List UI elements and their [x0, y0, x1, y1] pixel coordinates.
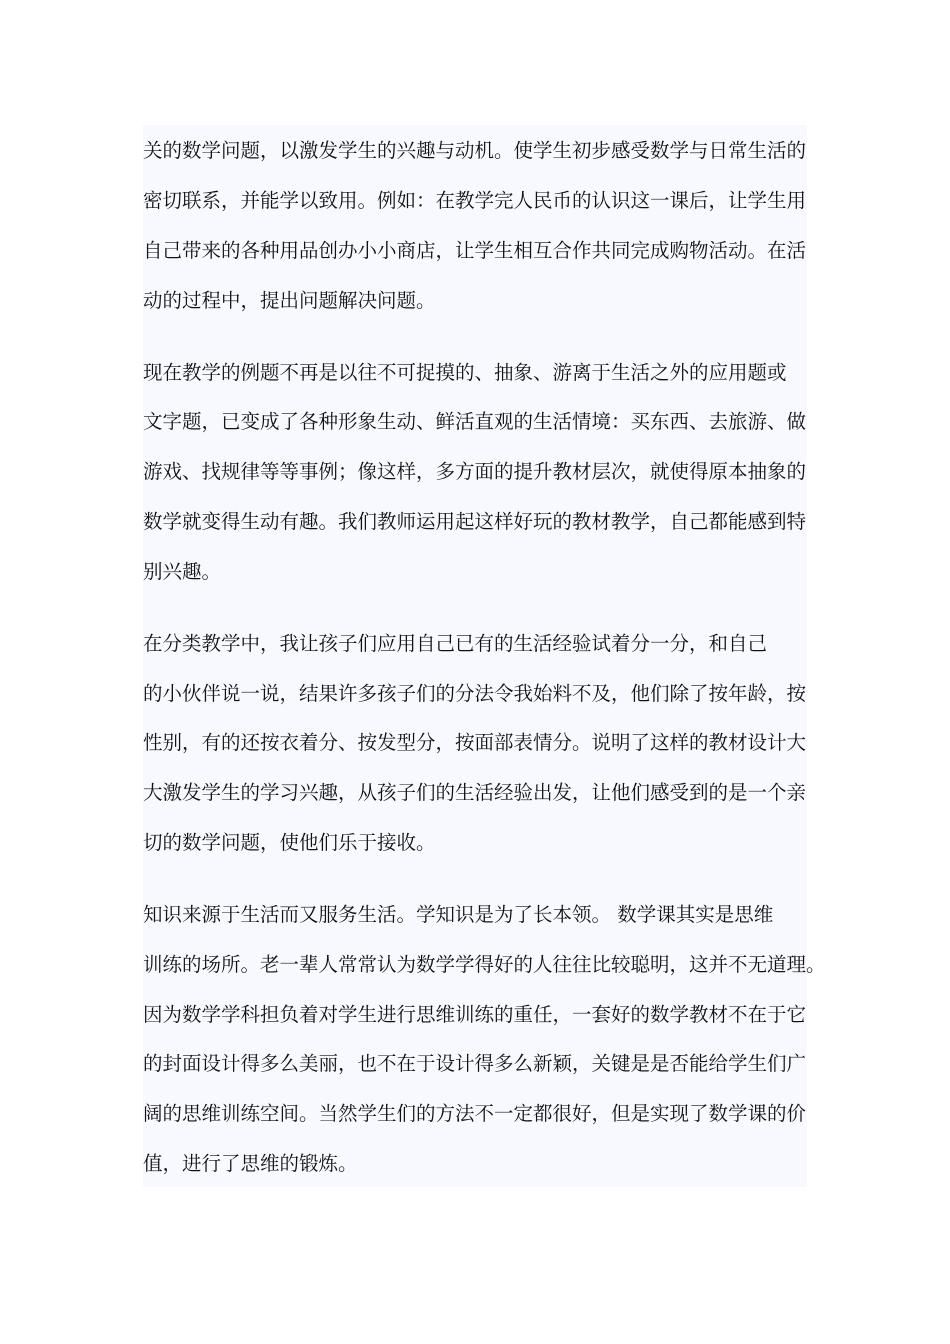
paragraph-1-line-3: 自己带来的各种用品创办小小商店，让学生相互合作共同完成购物活动。在活	[143, 239, 807, 262]
paragraph-4-line-6: 值，进行了思维的锻炼。	[143, 1152, 358, 1175]
paragraph-3-line-5: 切的数学问题，使他们乐于接收。	[143, 831, 436, 854]
text-block	[143, 125, 826, 1187]
paragraph-1-line-4: 动的过程中，提出问题解决问题。	[143, 289, 436, 312]
paragraph-4-line-3: 因为数学学科担负着对学生进行思维训练的重任，一套好的数学教材不在于它	[143, 1003, 807, 1026]
paragraph-3-line-3: 性别，有的还按衣着分、按发型分，按面部表情分。说明了这样的教材设计大	[143, 731, 807, 754]
paragraph-3-line-4: 大激发学生的学习兴趣，从孩子们的生活经验出发，让他们感受到的是一个亲	[143, 781, 807, 804]
paragraph-2-line-2: 文字题，已变成了各种形象生动、鲜活直观的生活情境：买东西、去旅游、做	[143, 410, 807, 433]
paragraph-1-line-2: 密切联系，并能学以致用。例如：在教学完人民币的认识这一课后，让学生用	[143, 189, 807, 212]
paragraph-3-line-2: 的小伙伴说一说，结果许多孩子们的分法令我始料不及，他们除了按年龄，按	[143, 682, 807, 705]
paragraph-4-line-1: 知识来源于生活而又服务生活。学知识是为了长本领。 数学课其实是思维	[143, 903, 774, 926]
paragraph-4-line-4: 的封面设计得多么美丽，也不在于设计得多么新颖，关键是是否能给学生们广	[143, 1052, 807, 1075]
paragraph-4-line-2: 训练的场所。老一辈人常常认为数学学得好的人往往比较聪明，这并不无道理。	[143, 953, 826, 976]
paragraph-4-line-5: 阔的思维训练空间。当然学生们的方法不一定都很好，但是实现了数学课的价	[143, 1102, 807, 1125]
paragraph-2-line-1: 现在教学的例题不再是以往不可捉摸的、抽象、游离于生活之外的应用题或	[143, 361, 787, 384]
paragraph-2-line-3: 游戏、找规律等等事例；像这样，多方面的提升教材层次，就使得原本抽象的	[143, 460, 807, 483]
paragraph-2-line-4: 数学就变得生动有趣。我们教师运用起这样好玩的教材教学，自己都能感到特	[143, 510, 807, 533]
paragraph-3-line-1: 在分类教学中，我让孩子们应用自己已有的生活经验试着分一分，和自己	[143, 632, 768, 655]
paragraph-2-line-5: 别兴趣。	[143, 560, 222, 583]
paragraph-1-line-1: 关的数学问题，以激发学生的兴趣与动机。使学生初步感受数学与日常生活的	[143, 139, 807, 162]
